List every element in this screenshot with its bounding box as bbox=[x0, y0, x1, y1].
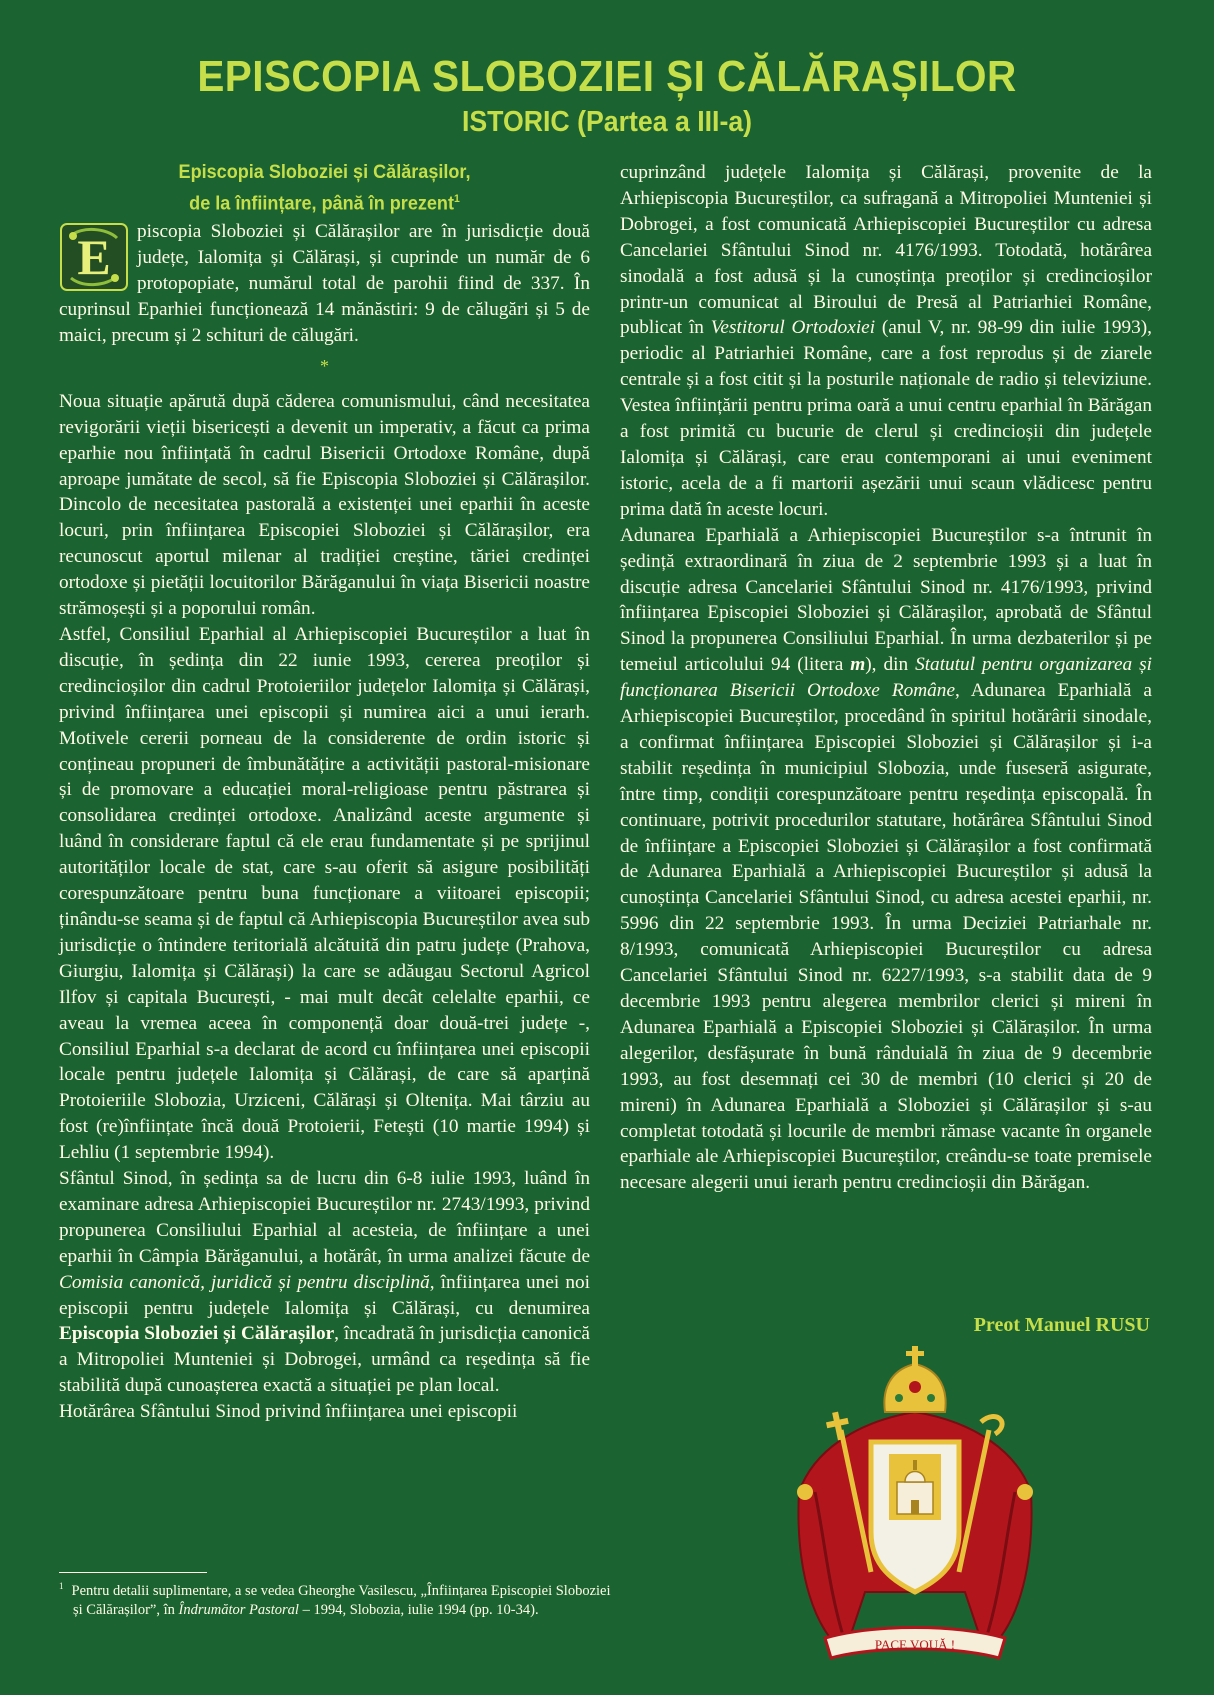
episcopal-coat-of-arms-icon bbox=[785, 1342, 1045, 1672]
footnote-divider bbox=[59, 1572, 207, 1573]
section-heading bbox=[72, 160, 576, 217]
intro-text: piscopia Sloboziei și Călărașilor are în jurisdicție două județe, Ialomița și Călărași, și cuprinde un număr de 6 protopopiate, numărul total de parohii fiind de 337. În cuprinsul Eparhiei funcționează 14 mănăstiri: 9 de călugări și 5 de maici, precum și 2 schituri de călugări. bbox=[59, 221, 590, 346]
left-column bbox=[59, 160, 590, 1425]
coat-motto: PACE VOUĂ ! bbox=[874, 1637, 956, 1652]
section-heading-line-1: Episcopia Sloboziei și Călărașilor, bbox=[178, 162, 471, 183]
footnote: $^1$ Pentru detalii suplimentare, a se vedea Gheorghe Vasilescu, „Înființarea Episcopiei Sloboziei și Călărașilor”, în Îndrumător Pastoral – 1994, Slobozia, iulie 1994 (pp. 10-34). bbox=[59, 1581, 611, 1618]
dropcap-letter: E bbox=[77, 229, 111, 286]
intro-paragraph bbox=[59, 219, 590, 349]
section-separator: * bbox=[320, 355, 329, 376]
paragraph-5: cuprinzând județele Ialomița și Călărași, provenite de la Arhiepiscopia Bucureștilor, ca sufragană a Mitropoliei Munteniei și Dobrogei, a fost comunicată Arhiepiscopiei Bucureștilor cu adresa Cancelariei Sfântului Sinod nr. 4176/1993. Totodată, hotărârea sinodală a fost adusă și la cunoștința preoților și credincioșilor printr-un comunicat al Biroului de Presă al Patriarhiei Române, publicat în Vestitorul Ortodoxiei (anul V, nr. 98-99 din iulie 1993), periodic al Patriarhiei Române, care a fost reprodus și de ziarele centrale și a fost citit și la posturile naționale de radio și televiziune. Vestea înființării pentru prima oară a unui centru eparhial în Bărăgan a fost primită cu bucurie de clerul și credincioșii din județele Ialomița și Călărași, care erau contemporani ai unui eveniment istoric, acela de a fi martorii așezării unui scaun vlădicesc pentru prima dată în aceste locuri. bbox=[620, 162, 1153, 520]
page-subtitle: ISTORIC (Partea a III-a) bbox=[461, 106, 753, 138]
paragraph-4: Hotărârea Sfântului Sinod privind înființarea unei episcopii bbox=[59, 1401, 518, 1423]
paragraph-2: Astfel, Consiliul Eparhial al Arhiepiscopiei Bucureștilor a luat în discuție, în ședința din 22 iunie 1993, cererea preoților și credincioșilor din cadrul Protoieriilor județelor Ialomița și Călărași, privind înființarea unei episcopii și numirea aici a unui ierarh. Motivele cererii porneau de la considerente de ordin istoric și conțineau propuneri de îmbunătățire a activității pastoral-misionare și de promovare a educației moral-religioase pentru păstrarea și consolidarea credinței ortodoxe. Analizând aceste argumente și luând în considerare faptul că ele erau fundamentate și pe sprijinul autorităților locale de stat, care s-au oferit să asigure posibilități corespunzătoare pentru buna funcționare a viitoarei episcopii; ținându-se seama și de faptul că Arhiepiscopia Bucureștilor avea sub jurisdicție o întindere teritorială alcătuită din patru județe (Prahova, Giurgiu, Ialomița și Călărași) la care se adăugau Sectorul Agricol Ilfov și capitala București, - mai mult decât celelalte eparhii, ce aveau la vremea aceea în componență doar două-trei județe -, Consiliul Eparhial s-a declarat de acord cu înființarea unei episcopii locale pentru județele Ialomița și Călărași, de care să aparțină Protoieriile Slobozia, Urziceni, Călărași și Oltenița. Mai târziu au fost (re)înființate încă două Protoierii, Fetești (10 martie 1994) și Lehliu (1 septembrie 1994). bbox=[59, 624, 590, 1164]
ornate-dropcap-icon bbox=[59, 222, 129, 292]
author-signature: Preot Manuel RUSU bbox=[973, 1314, 1150, 1336]
section-heading-line-2: de la înființare, până în prezent bbox=[189, 193, 454, 215]
page-title: EPISCOPIA SLOBOZIEI ȘI CĂLĂRAȘILOR bbox=[197, 52, 1017, 101]
right-column bbox=[620, 160, 1152, 1196]
paragraph-6: Adunarea Eparhială a Arhiepiscopiei Bucureștilor s-a întrunit în ședință extraordinară în ziua de 2 septembrie 1993 și a luat în discuție adresa Cancelariei Sfântului Sinod nr. 4176/1993, privind înființarea Episcopiei Sloboziei și Călărașilor, aprobată de Sfântul Sinod la propunerea Consiliului Eparhial. În urma dezbaterilor și pe temeiul articolului 94 (litera m), din Statutul pentru organizarea și funcționarea Bisericii Ortodoxe Române, Adunarea Eparhială a Arhiepiscopiei Bucureștilor, procedând în spiritul hotărârii sinodale, a confirmat înființarea Episcopiei Sloboziei și Călărașilor și i-a stabilit reședința în municipiul Slobozia, unde fuseseră asigurate, între timp, condiții corespunzătoare pentru reședința episcopală. În continuare, potrivit procedurilor statutare, hotărârea Sfântului Sinod de înființare a Episcopiei Sloboziei și Călărașilor a fost confirmată de Adunarea Eparhială a Arhiepiscopiei Bucureștilor și adusă la cunoștința Cancelariei Sfântului Sinod, cu adresa acestei eparhii, nr. 5996 din 22 septembrie 1993. În urma Deciziei Patriarhale nr. 8/1993, comunicată Arhiepiscopiei Bucureștilor cu adresa Cancelariei Sfântului Sinod nr. 6227/1993, s-a stabilit data de 9 decembrie 1993 pentru alegerea membrilor clerici și mireni în Adunarea Eparhială a Episcopiei Sloboziei și Călărașilor. În urma alegerilor, desfășurate în bună rânduială în ziua de 9 decembrie 1993, au fost desemnați cei 30 de membri (10 clerici și 20 de mireni) în Adunarea Eparhială a Sloboziei și Călărașilor și s-au completat totodată și locurile de membri rămase vacante în organele eparhiale ale Arhiepiscopiei Bucureștilor, creându-se toate premisele necesare alegerii unui ierarh pentru credincioșii din Bărăgan. bbox=[620, 524, 1152, 1194]
paragraph-3: Sfântul Sinod, în ședința sa de lucru din 6-8 iulie 1993, luând în examinare adresa Arhiepiscopiei Bucureștilor nr. 2743/1993, privind propunerea Consiliului Eparhial al acesteia, de înființare a unei eparhii în Câmpia Bărăganului, a hotărât, în urma analizei făcute de Comisia canonică, juridică și pentru disciplină, înființarea unei noi episcopii pentru județele Ialomița și Călărași, cu denumirea Episcopia Sloboziei și Călărașilor, încadrată în jurisdicția canonică a Mitropoliei Munteniei și Dobrogei, urmând ca reședința să fie stabilită după cunoașterea exactă a situației pe plan local. bbox=[59, 1168, 590, 1397]
paragraph-1: Noua situație apărută după căderea comunismului, când necesitatea revigorării vieții bisericești a devenit un imperativ, a făcut ca prima eparhie nou înființată în cadrul Bisericii Ortodoxe Române, după aproape jumătate de secol, să fie Episcopia Sloboziei și Călărașilor. Dincolo de necesitatea pastorală a existenței unei eparhii în aceste locuri, prin înființarea Episcopiei Sloboziei și Călărașilor, era recunoscut aportul milenar al tradiției creștine, tăriei credinței ortodoxe și pietății locuitorilor Bărăganului în viața Bisericii noastre strămoșești și a poporului român. bbox=[59, 390, 590, 620]
footnote-marker: 1 bbox=[59, 1581, 64, 1591]
footnote-ref[interactable]: 1 bbox=[453, 193, 460, 205]
